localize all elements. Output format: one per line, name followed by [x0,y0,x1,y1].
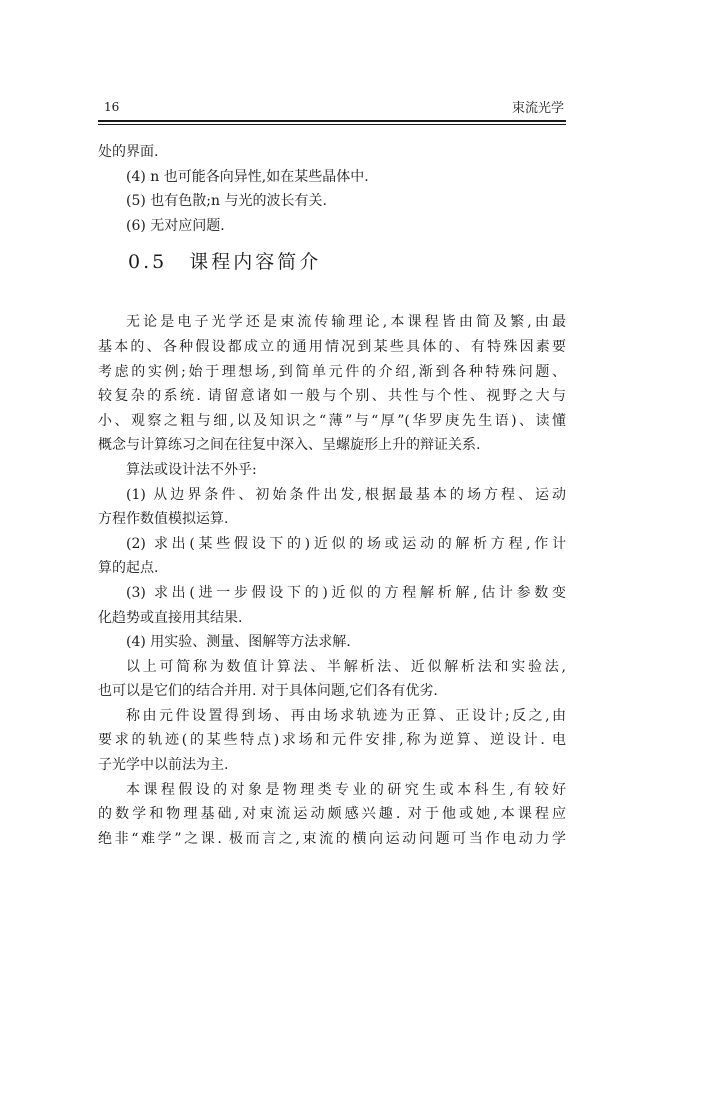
section-number: 0.5 [128,251,168,274]
paragraph-line: 方程作数值模拟运算. [98,511,229,528]
paragraph-line: 化趋势或直接用其结果. [98,609,243,626]
section-title: 课程内容简介 [189,251,322,274]
paragraph-line: 绝非“难学”之课. 极而言之,束流的横向运动问题可当作电动力学 [98,830,566,847]
header-rule-thin [98,124,566,125]
paragraph-line: 算法或设计法不外乎: [126,461,257,478]
paragraph-line: 较复杂的系统. 请留意诸如一般与个别、共性与个性、视野之大与 [98,388,566,405]
paragraph-line: 要求的轨迹(的某些特点)求场和元件安排,称为逆算、逆设计. 电 [98,732,566,749]
paragraph-line: 小、观察之粗与细,以及知识之“薄”与“厚”(华罗庚先生语)、读懂 [98,412,566,429]
paragraph-line: 也可以是它们的结合并用. 对于具体问题,它们各有优劣. [98,683,438,700]
list-item: (2) 求出(某些假设下的)近似的场或运动的解析方程,作计 [126,535,566,552]
list-item: (5) 也有色散;n 与光的波长有关. [126,193,327,210]
page-number: 16 [104,100,120,114]
list-item: (4) n 也可能各向异性,如在某些晶体中. [126,168,369,185]
list-item: (1) 从边界条件、初始条件出发,根据最基本的场方程、运动 [126,486,566,503]
paragraph-line: 考虑的实例;始于理想场,到简单元件的介绍,渐到各种特殊问题、 [98,363,566,380]
paragraph-line: 无论是电子光学还是束流传输理论,本课程皆由简及繁,由最 [126,314,566,331]
section-heading [98,238,566,300]
paragraph-line: 子光学中以前法为主. [98,757,229,774]
paragraph-line: 算的起点. [98,560,159,577]
page-header [98,96,566,118]
paragraph-line: 的数学和物理基础,对束流运动颇感兴趣. 对于他或她,本课程应 [98,806,566,823]
paragraph-line: 以上可简称为数值计算法、半解析法、近似解析法和实验法, [126,658,566,675]
page-body [98,140,566,851]
paragraph-line: 本课程假设的对象是物理类专业的研究生或本科生,有较好 [126,781,566,798]
spacer [98,300,566,310]
list-item: (6) 无对应问题. [126,217,225,234]
paragraph-line: 称由元件设置得到场、再由场求轨迹为正算、正设计;反之,由 [126,707,566,724]
text-line: 处的界面. [98,144,159,160]
list-item: (3) 求出(进一步假设下的)近似的方程解析解,估计参数变 [126,584,566,601]
header-rule-thick [98,120,566,122]
paragraph-line: 基本的、各种假设都成立的通用情况到某些具体的、有特殊因素要 [98,338,566,355]
list-item: (4) 用实验、测量、图解等方法求解. [126,634,351,651]
running-title: 束流光学 [511,101,564,116]
paragraph-line: 概念与计算练习之间在往复中深入、呈螺旋形上升的辩证关系. [98,437,481,454]
